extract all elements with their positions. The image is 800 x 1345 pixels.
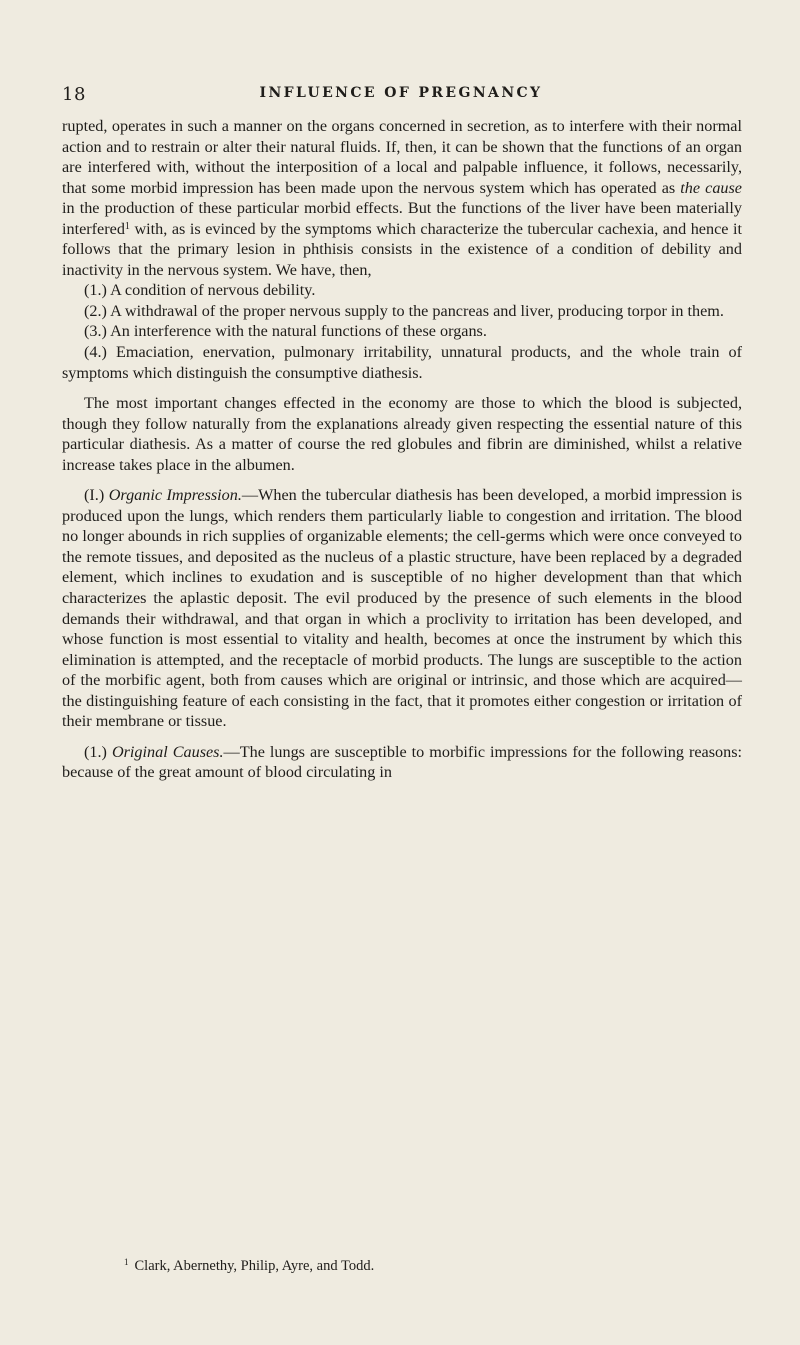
paragraph-continuation: rupted, operates in such a manner on the organs concerned in secretion, as to interfere with their normal action and to restrain or alter their natural fluids. If, then, it can be shown that the functions of an organ are interfered with, without the interposition of a local and palpable influence, it follows, necessarily, that some morbid impression has been made upon the nervous system which has operated as the cause in the production of these particular morbid effects. But the functions of the liver have been materially interfered$^1$ with, as is evinced by the symptoms which characterize the tubercular cachexia, and hence it follows that the primary lesion in phthisis consists in the existence of a condition of debility and inactivity in the nervous system. We have, then, bbox=[62, 117, 742, 279]
footnote bbox=[124, 1258, 374, 1275]
list-item-3: (3.) An interference with the natural functions of these organs. bbox=[84, 322, 487, 341]
paragraph-original-causes: (1.) Original Causes.—The lungs are susceptible to morbific impressions for the following reasons: because of the great amount of blood circulating in bbox=[62, 742, 743, 782]
running-title: INFLUENCE OF PREGNANCY bbox=[259, 85, 543, 101]
list-item-4: (4.) Emaciation, enervation, pulmonary irritability, unnatural products, and the whole train of symptoms which distinguish the consumptive diathesis. bbox=[62, 343, 742, 382]
footnote-text: Clark, Abernethy, Philip, Ayre, and Todd. bbox=[134, 1258, 375, 1274]
section-heading-organic-impression: Organic Impression. bbox=[108, 486, 242, 505]
section-heading-original-causes: Original Causes. bbox=[111, 742, 224, 761]
footnote-number: 1 bbox=[124, 1257, 129, 1267]
page-number: 18 bbox=[62, 84, 87, 105]
footnote-marker: 1 bbox=[124, 220, 130, 232]
paragraph-organic-impression: (I.) Organic Impression.—When the tubercular diathesis has been developed, a morbid impression is produced upon the lungs, which renders them particularly liable to congestion and irritation. The blood no longer abounds in rich supplies of organizable elements; the cell-germs which were once conveyed to the remote tissues, and deposited as the nucleus of a plastic structure, have been replaced by a degraded element, which inclines to exudation and is susceptible of no higher development than that which characterizes the aplastic deposit. The evil produced by the presence of such elements in the blood demands their withdrawal, and that organ in which a proclivity to irritation has been developed, and whose function is most essential to vitality and health, becomes at once the instrument by which this elimination is attempted, and the receptacle of morbid products. The lungs are susceptible to the action of the morbific agent, both from causes which are original or intrinsic, and those which are acquired—the distinguishing feature of each consisting in the fact, that it promotes either congestion or irritation of their membrane or tissue. bbox=[62, 486, 742, 731]
list-item-1: (1.) A condition of nervous debility. bbox=[84, 281, 316, 300]
emphasis-the-cause: the cause bbox=[680, 178, 742, 197]
paragraph-blood-changes: The most important changes effected in the economy are those to which the blood is subjected, though they follow naturally from the explanations already given respecting the essential nature of this particular diathesis. As a matter of course the red globules and fibrin are diminished, whilst a relative increase takes place in the albumen. bbox=[62, 394, 742, 474]
list-item-2: (2.) A withdrawal of the proper nervous supply to the pancreas and liver, producing torpor in them. bbox=[84, 301, 724, 320]
page-body bbox=[62, 116, 742, 783]
running-header bbox=[62, 84, 740, 108]
